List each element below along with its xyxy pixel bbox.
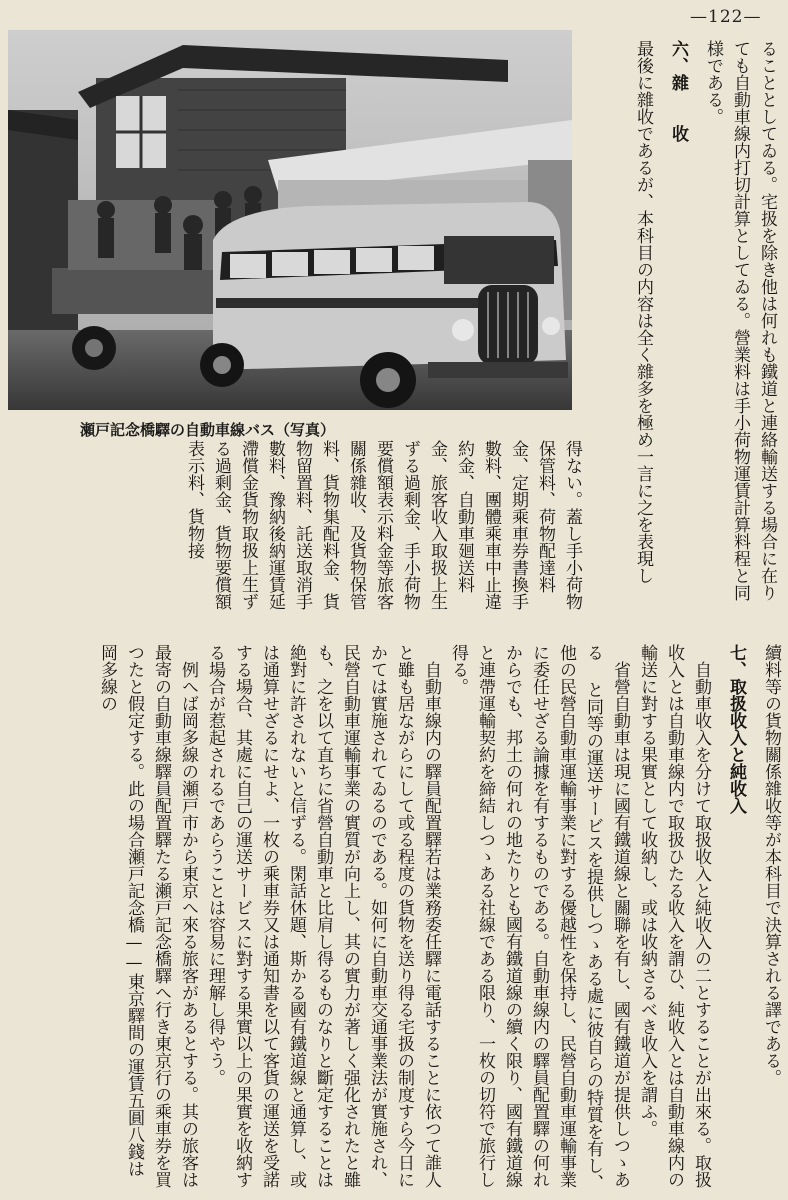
section6-continuation-block: [10, 440, 585, 620]
section7-paragraph-4: 例へば岡多線の瀬戸市から東京へ來る旅客があるとする。其の旅客は最寄の自動車線驛員配置驛たる瀬戸記念橋驛へ行き東京行の乘車券を買つたと假定する。此の場合瀬戸記念橋——東京驛間の運賃五圓八錢は岡多線の: [97, 644, 198, 1188]
section7-paragraph-3: 自動車線内の驛員配置驛若は業務委任驛に電話することに依つて誰人と雖も居ながらにして或る程度の貨物を送り得る宅扱の制度すら今日にかては實施されてゐるのである。如何に自動車交通事業法が實施され、民營自動車運輸事業の實質が向上し、其の實力が著しく强化されたと雖も、之を以て直ちに省營自動車と比肩し得るものなりと斷定することは絶對に許されないと信ずる。閑話休題、斯かる國有鐵道線と通算し、或は通算せざるにせよ、一枚の乘車券又は通知書を以て客貨の運送を受諾する場合、其處に自己の運送サービスに對する果實以上の果實を收納する場合が惹起されるであらうことは容易に理解し得やう。: [205, 644, 441, 1188]
section6-end: 續料等の貨物關係雜收等が本科目で決算される譯である。: [761, 644, 781, 1086]
top-right-text-block: [580, 40, 780, 602]
section7-paragraph-2: 省營自動車は現に國有鐵道線と關聯を有し、國有鐵道が提供しつゝある と同等の運送サービスを提供しつゝある處に彼自らの特質を有し、他の民營自動車運輸事業に對する優越性を保持し、民營自動車運輸事業に委任せざる論據を有するものである。自動車線内の驛員配置驛の何れからでも、邦土の何れの地たりとも國有鐵道線の續く限り、國有鐵道線と連帶運輸契約を締結しつゝある社線である限り、一枚の切符で旅行し得る。: [448, 644, 630, 1191]
section5-continuation: ることとしてゐる。宅扱を除き他は何れも鐵道と連絡輸送する場合に在りても自動車線内打切計算としてゐる。營業料は手小荷物運賃計算料程と同様である。: [703, 40, 777, 601]
page-number: —122—: [690, 7, 762, 27]
bus-photo: [8, 30, 572, 410]
section7-paragraph-1: 自動車收入を分けて取扱收入と純收入の二とすることが出來る。取扱收入とは自動車線内で取扱ひたる收入を謂ひ、純收入とは自動車線内の輸送に對する果實として收納し、或は收納さるべき收入を謂ふ。: [637, 644, 711, 1188]
section7-heading: 七、取扱收入と純收入: [726, 644, 746, 814]
section6-continuation: 得ない。蓋し手小荷物保管料、荷物配達料金、定期乘車券書換手數料、團體乘車中止違約金、自動車廻送料金、旅客收入取扱上生ずる過剩金、手小荷物要償額表示料金等旅客關係雜收、及貨物保管料、貨物集配料金、貨物留置料、託送取消手數料、豫納後納運賃延滯償金貨物取扱上生ずる過剩金、貨物要償額表示料、貨物接: [184, 440, 582, 610]
section6-body: 最後に雜收であるが、本科目の内容は全く雜多を極め一言に之を表現し: [633, 40, 653, 584]
section6-heading: 六、雜 收: [668, 40, 688, 142]
bottom-text-block: [10, 644, 784, 1192]
photo-caption: 瀬戸記念橋驛の自動車線バス（写真）: [80, 421, 336, 439]
